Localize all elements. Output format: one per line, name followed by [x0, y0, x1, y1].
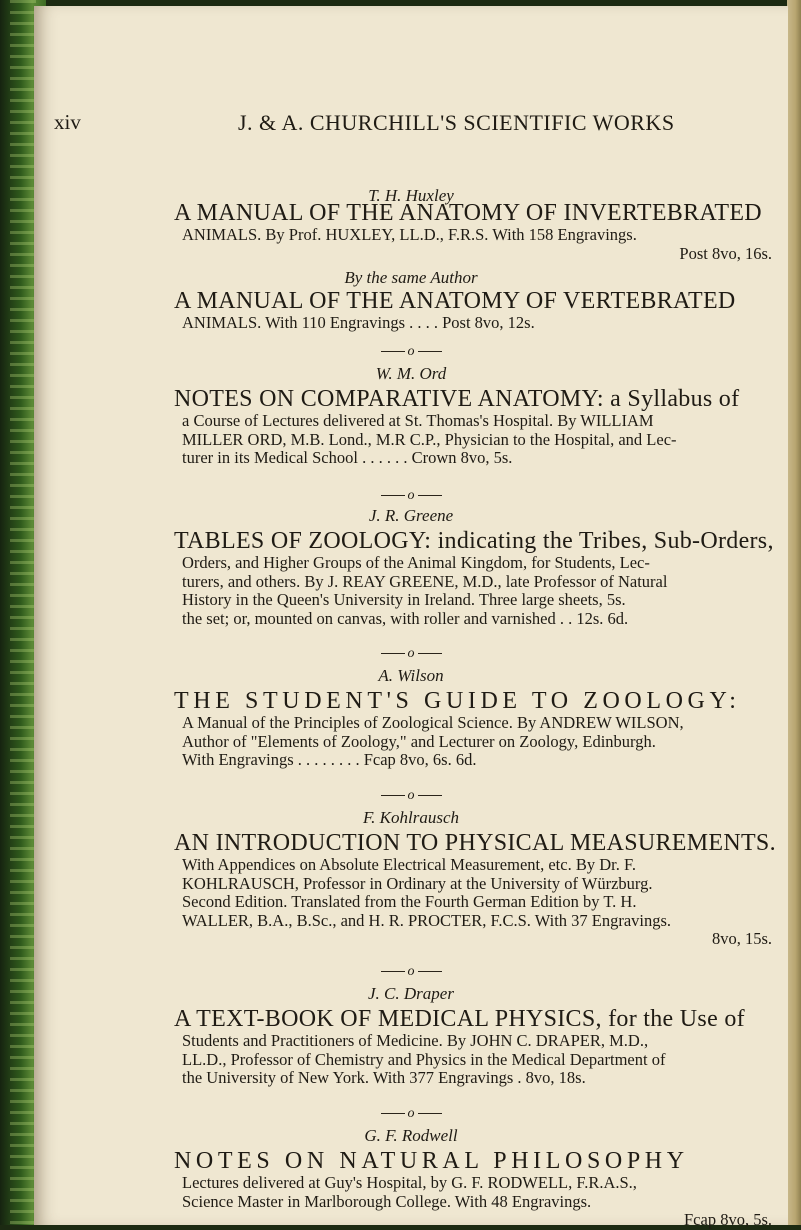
section-divider: o	[34, 788, 788, 804]
section-divider: o	[34, 646, 788, 662]
description-line: turers, and others. By J. REAY GREENE, M.D., late Professor of Natural	[182, 571, 668, 591]
description-line: LL.D., Professor of Chemistry and Physics in the Medical Department of	[182, 1049, 666, 1069]
entry-author: F. Kohlrausch	[362, 808, 460, 827]
page-number: xiv	[54, 110, 81, 134]
entry-author: J. C. Draper	[368, 984, 454, 1003]
entry-description	[182, 226, 772, 263]
entry-title: A TEXT-BOOK OF MEDICAL PHYSICS, for the Use of	[174, 1006, 745, 1032]
entry-author: J. R. Greene	[368, 506, 454, 525]
entry-price: Fcap 8vo, 5s.	[684, 1210, 772, 1229]
description-line: KOHLRAUSCH, Professor in Ordinary at the University of Würzburg.	[182, 873, 653, 893]
description-line: ANIMALS. With 110 Engravings . . . . Post 8vo, 12s.	[182, 313, 535, 332]
description-line: With Engravings . . . . . . . . Fcap 8vo, 6s. 6d.	[182, 750, 477, 769]
section-divider: o	[34, 488, 788, 504]
description-line: A Manual of the Principles of Zoological Science. By ANDREW WILSON,	[182, 713, 684, 732]
entry-title: NOTES ON COMPARATIVE ANATOMY: a Syllabus of	[174, 386, 740, 412]
entry-price: 8vo, 15s.	[711, 929, 772, 948]
description-line: Second Edition. Translated from the Fourth German Edition by T. H.	[182, 892, 637, 911]
description-line: History in the Queen's University in Ireland. Three large sheets, 5s.	[182, 590, 626, 609]
description-line: a Course of Lectures delivered at St. Thomas's Hospital. By WILLIAM	[182, 411, 654, 430]
entry-description	[182, 554, 772, 628]
entry-title: AN INTRODUCTION TO PHYSICAL MEASUREMENTS.	[174, 830, 776, 856]
entry-description	[182, 314, 772, 333]
description-line: WALLER, B.A., B.Sc., and H. R. PROCTER, F.C.S. With 37 Engravings.	[182, 910, 672, 930]
entry-author: T. H. Huxley	[368, 186, 454, 205]
running-title: J. & A. CHURCHILL'S SCIENTIFIC WORKS	[238, 110, 675, 135]
description-line: Students and Practitioners of Medicine. By JOHN C. DRAPER, M.D.,	[182, 1031, 649, 1050]
entry-title: A MANUAL OF THE ANATOMY OF INVERTEBRATED	[174, 200, 762, 226]
description-line: ANIMALS. By Prof. HUXLEY, LL.D., F.R.S. With 158 Engravings.	[182, 225, 637, 244]
entry-author: W. M. Ord	[375, 364, 447, 383]
spine-texture	[10, 0, 36, 1225]
section-divider: o	[34, 1106, 788, 1122]
book-page	[34, 6, 788, 1229]
entry-author: By the same Author	[344, 268, 478, 287]
description-line: MILLER ORD, M.B. Lond., M.R C.P., Physician to the Hospital, and Lec-	[182, 429, 677, 449]
entry-title: TABLES OF ZOOLOGY: indicating the Tribes, Sub-Orders,	[174, 528, 774, 554]
description-line: Orders, and Higher Groups of the Animal Kingdom, for Students, Lec-	[182, 553, 650, 572]
entry-description	[182, 1174, 772, 1230]
entry-title: THE STUDENT'S GUIDE TO ZOOLOGY:	[174, 688, 741, 714]
entry-description	[182, 1032, 772, 1088]
page-edges	[787, 0, 801, 1225]
entry-description	[182, 856, 772, 949]
page-header	[54, 110, 754, 140]
description-line: the set; or, mounted on canvas, with roller and varnished . . 12s. 6d.	[182, 608, 629, 628]
entry-price: Post 8vo, 16s.	[679, 243, 772, 263]
description-line: turer in its Medical School . . . . . . Crown 8vo, 5s.	[182, 448, 513, 467]
section-divider: o	[34, 344, 788, 360]
entry-title: A MANUAL OF THE ANATOMY OF VERTEBRATED	[174, 288, 736, 314]
entry-title: NOTES ON NATURAL PHILOSOPHY	[174, 1148, 689, 1174]
section-divider: o	[34, 964, 788, 980]
description-line: With Appendices on Absolute Electrical Measurement, etc. By Dr. F.	[182, 855, 636, 874]
description-line: the University of New York. With 377 Engravings . 8vo, 18s.	[182, 1068, 586, 1087]
entry-author: A. Wilson	[378, 666, 444, 685]
entry-description	[182, 412, 772, 468]
entry-author: G. F. Rodwell	[364, 1126, 458, 1145]
description-line: Science Master in Marlborough College. With 48 Engravings.	[182, 1191, 592, 1211]
description-line: Author of "Elements of Zoology," and Lecturer on Zoology, Edinburgh.	[182, 731, 656, 751]
description-line: Lectures delivered at Guy's Hospital, by G. F. RODWELL, F.R.A.S.,	[182, 1173, 637, 1192]
entry-description	[182, 714, 772, 770]
